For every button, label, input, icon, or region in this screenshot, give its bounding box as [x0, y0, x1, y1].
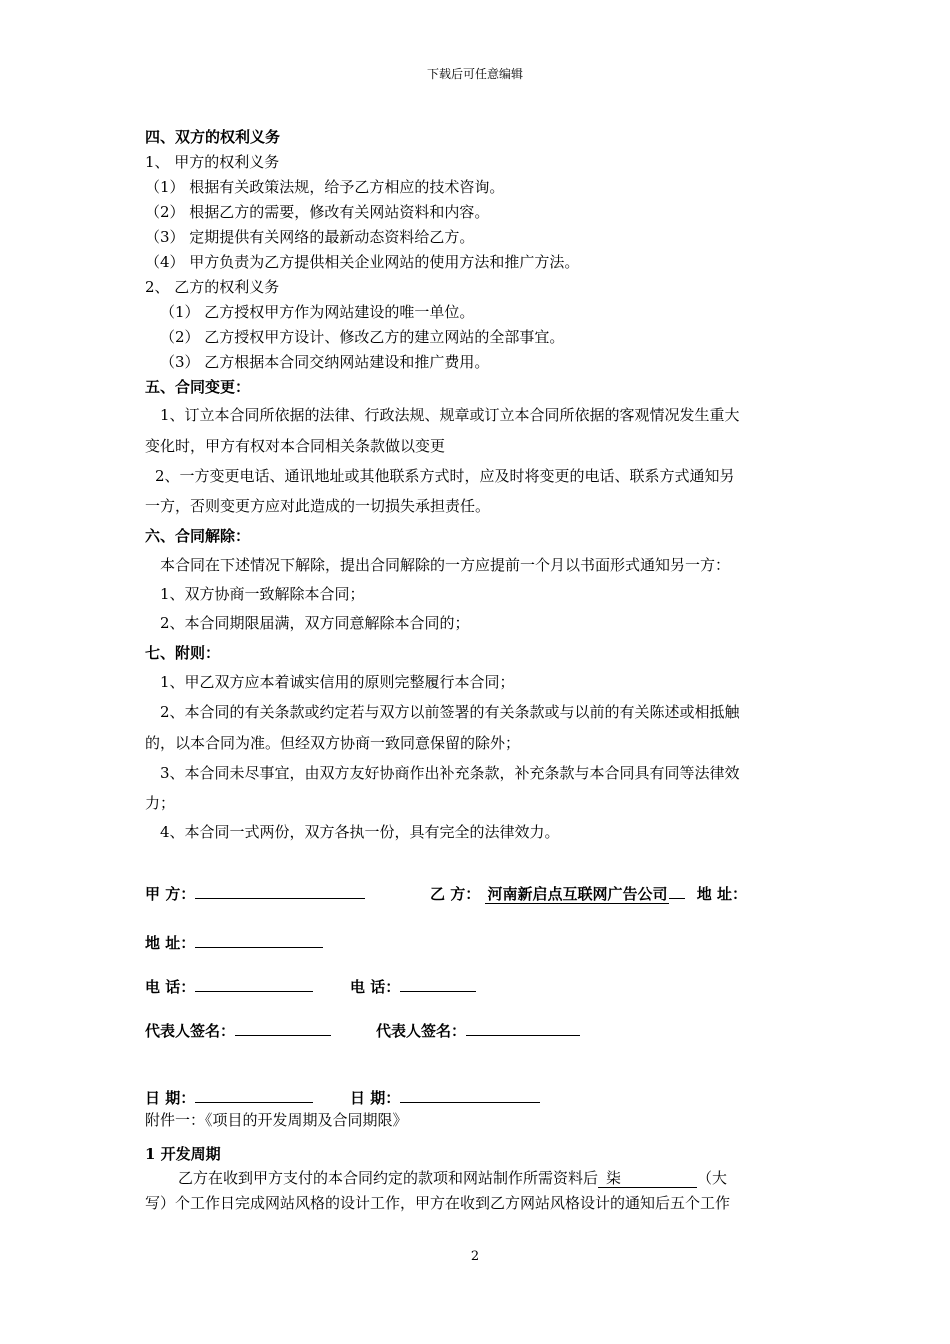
- party-a-date-blank[interactable]: [195, 1086, 313, 1103]
- party-a-address-blank[interactable]: [195, 931, 323, 948]
- section-6-heading: 六、合同解除：: [145, 527, 251, 545]
- party-a-date-row: [145, 1086, 313, 1108]
- appendix-para-line-2: 写）个工作日完成网站风格的设计工作，甲方在收到乙方网站风格设计的通知后五个工作: [145, 1194, 731, 1212]
- party-b-item-3: （3） 乙方根据本合同交纳网站建设和推广费用。: [160, 353, 490, 371]
- party-a-rep-row: [145, 1019, 331, 1041]
- page-header: 下载后可任意编辑: [426, 67, 523, 81]
- party-a-item-1: （1） 根据有关政策法规，给予乙方相应的技术咨询。: [145, 178, 505, 196]
- section-6-line-2: 1、双方协商一致解除本合同；: [160, 585, 365, 603]
- party-a-phone-label: 电 话：: [145, 978, 196, 996]
- party-a-phone-blank[interactable]: [195, 975, 313, 992]
- section-7-line-4: 3、本合同未尽事宜，由双方友好协商作出补充条款，补充条款与本合同具有同等法律效: [160, 764, 740, 782]
- appendix-para-post: （大: [697, 1169, 728, 1187]
- party-b-item-2: （2） 乙方授权甲方设计、修改乙方的建立网站的全部事宜。: [160, 328, 565, 346]
- party-a-phone-row: [145, 975, 313, 997]
- party-a-rep-blank[interactable]: [235, 1019, 331, 1036]
- appendix-title: 附件一：《项目的开发周期及合同期限》: [145, 1111, 408, 1129]
- appendix-para-pre: 乙方在收到甲方支付的本合同约定的款项和网站制作所需资料后: [178, 1169, 599, 1187]
- party-b-company: 河南新启点互联网广告公司: [487, 885, 668, 903]
- party-b-row: [430, 882, 747, 904]
- party-b-phone-blank[interactable]: [400, 975, 476, 992]
- section-7-line-5: 力；: [145, 794, 176, 812]
- party-a-row: [145, 882, 365, 904]
- party-a-rights-title: 1、 甲方的权利义务: [145, 153, 280, 171]
- party-b-address-label: 地 址：: [696, 885, 747, 903]
- party-a-address-label: 地 址：: [145, 934, 196, 952]
- party-a-item-3: （3） 定期提供有关网络的最新动态资料给乙方。: [145, 228, 475, 246]
- appendix-para-line-1: [178, 1168, 727, 1188]
- party-b-phone-label: 电 话：: [350, 978, 401, 996]
- party-a-item-4: （4） 甲方负责为乙方提供相关企业网站的使用方法和推广方法。: [145, 253, 580, 271]
- party-b-rep-blank[interactable]: [466, 1019, 580, 1036]
- party-b-rights-title: 2、 乙方的权利义务: [145, 278, 280, 296]
- section-5-line-3: 2、一方变更电话、通讯地址或其他联系方式时，应及时将变更的电话、联系方式通知另: [155, 467, 735, 485]
- page-number: 2: [470, 1249, 480, 1264]
- section-5-line-4: 一方，否则变更方应对此造成的一切损失承担责任。: [145, 497, 491, 515]
- appendix-subheading: 1 开发周期: [145, 1145, 221, 1163]
- party-a-label: 甲 方：: [145, 885, 196, 903]
- party-b-date-blank[interactable]: [400, 1086, 540, 1103]
- party-b-phone-row: [350, 975, 476, 997]
- section-5-heading: 五、合同变更：: [145, 378, 251, 396]
- working-days-fill: 柒: [598, 1169, 697, 1188]
- section-6-line-1: 本合同在下述情况下解除，提出合同解除的一方应提前一个月以书面形式通知另一方：: [160, 556, 731, 574]
- party-a-address-row: [145, 931, 323, 953]
- party-b-rep-row: [376, 1019, 580, 1041]
- party-b-date-row: [350, 1086, 540, 1108]
- section-7-heading: 七、附则：: [145, 644, 221, 662]
- party-b-label: 乙 方：: [430, 885, 481, 903]
- party-b-date-label: 日 期：: [350, 1089, 401, 1107]
- section-7-line-3: 的，以本合同为准。但经双方协商一致同意保留的除外；: [145, 734, 521, 752]
- section-5-line-2: 变化时，甲方有权对本合同相关条款做以变更: [145, 437, 446, 455]
- section-5-line-1: 1、订立本合同所依据的法律、行政法规、规章或订立本合同所依据的客观情况发生重大: [160, 406, 740, 424]
- party-a-item-2: （2） 根据乙方的需要，修改有关网站资料和内容。: [145, 203, 490, 221]
- party-b-company-blank: [669, 882, 685, 899]
- section-6-line-3: 2、本合同期限届满，双方同意解除本合同的；: [160, 614, 470, 632]
- party-b-item-1: （1） 乙方授权甲方作为网站建设的唯一单位。: [160, 303, 475, 321]
- section-7-line-2: 2、本合同的有关条款或约定若与双方以前签署的有关条款或与以前的有关陈述或相抵触: [160, 703, 740, 721]
- party-a-date-label: 日 期：: [145, 1089, 196, 1107]
- party-b-rep-label: 代表人签名：: [376, 1022, 467, 1040]
- section-7-line-6: 4、本合同一式两份，双方各执一份，具有完全的法律效力。: [160, 823, 560, 841]
- section-7-line-1: 1、甲乙双方应本着诚实信用的原则完整履行本合同；: [160, 673, 515, 691]
- section-4-heading: 四、双方的权利义务: [145, 128, 281, 146]
- party-a-rep-label: 代表人签名：: [145, 1022, 236, 1040]
- party-a-blank[interactable]: [195, 882, 365, 899]
